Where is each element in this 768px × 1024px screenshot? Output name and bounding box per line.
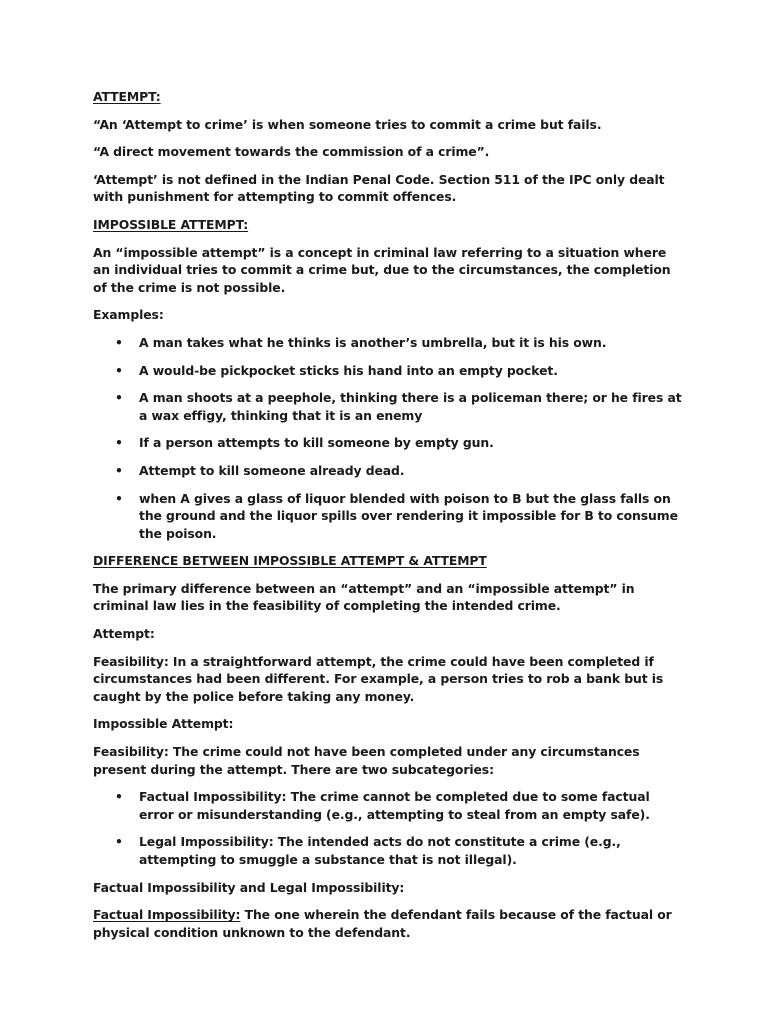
list-item-text: when A gives a glass of liquor blended with poison to B but the glass falls on the ground and the liquor spills over rendering it impossible for B to consume the poison. [139, 490, 678, 541]
list-item [93, 833, 683, 868]
list-item [93, 788, 683, 823]
impossible-attempt-heading: IMPOSSIBLE ATTEMPT: [93, 216, 249, 232]
bullet-icon: • [115, 362, 123, 378]
attempt-definition-3: ‘Attempt’ is not defined in the Indian Penal Code. Section 511 of the IPC only dealt with punishment for attempting to commit offences. [93, 171, 665, 205]
list-item [93, 490, 683, 543]
list-item-text: A would-be pickpocket sticks his hand into an empty pocket. [139, 362, 558, 378]
bullet-icon: • [115, 390, 123, 406]
examples-label: Examples: [93, 307, 164, 323]
bullet-icon: • [115, 334, 123, 350]
bullet-icon: • [115, 834, 123, 850]
document-page [93, 88, 683, 951]
list-item-text: Legal Impossibility: The intended acts do not constitute a crime (e.g., attempting to smuggle a substance that is not illegal). [139, 834, 621, 867]
list-item [93, 434, 683, 452]
attempt-definition-2: “A direct movement towards the commission of a crime”. [93, 144, 490, 160]
bullet-icon: • [115, 789, 123, 805]
difference-heading: DIFFERENCE BETWEEN IMPOSSIBLE ATTEMPT & ATTEMPT [93, 553, 487, 569]
list-item [93, 462, 683, 480]
bullet-icon: • [115, 435, 123, 451]
list-item-text: A man takes what he thinks is another’s umbrella, but it is his own. [139, 334, 607, 350]
impossible-attempt-label: Impossible Attempt: [93, 716, 234, 732]
attempt-feasibility: Feasibility: In a straightforward attempt, the crime could have been completed if circumstances had been different. For example, a person tries to rob a bank but is caught by the police before taking any money. [93, 653, 664, 704]
attempt-heading: ATTEMPT: [93, 89, 161, 104]
examples-list [93, 334, 683, 542]
list-item-text: Attempt to kill someone already dead. [139, 462, 405, 478]
list-item-text: Factual Impossibility: The crime cannot be completed due to some factual error or misunderstanding (e.g., attempting to steal from an empty safe). [139, 789, 650, 822]
list-item-text: A man shoots at a peephole, thinking there is a policeman there; or he fires at a wax effigy, thinking that it is an enemy [139, 390, 682, 423]
attempt-label: Attempt: [93, 626, 155, 642]
factual-impossibility-term: Factual Impossibility: [93, 907, 241, 923]
impossible-feasibility: Feasibility: The crime could not have been completed under any circumstances present during the attempt. There are two subcategories: [93, 744, 640, 777]
list-item [93, 362, 683, 380]
impossible-attempt-intro: An “impossible attempt” is a concept in criminal law referring to a situation where an individual tries to commit a crime but, due to the circumstances, the completion of the crime is not possible. [93, 244, 671, 295]
factual-impossibility-text: The one wherein the defendant fails because of the factual or physical condition unknown to the defendant. [93, 907, 672, 940]
subcategories-list [93, 788, 683, 868]
attempt-definition-1: “An ‘Attempt to crime’ is when someone tries to commit a crime but fails. [93, 116, 602, 132]
factual-legal-label: Factual Impossibility and Legal Impossibility: [93, 879, 405, 895]
bullet-icon: • [115, 490, 123, 506]
list-item [93, 334, 683, 352]
list-item [93, 389, 683, 424]
factual-impossibility-definition [93, 906, 683, 941]
list-item-text: If a person attempts to kill someone by empty gun. [139, 435, 494, 451]
bullet-icon: • [115, 462, 123, 478]
difference-intro: The primary difference between an “attempt” and an “impossible attempt” in criminal law lies in the feasibility of completing the intended crime. [93, 580, 635, 614]
